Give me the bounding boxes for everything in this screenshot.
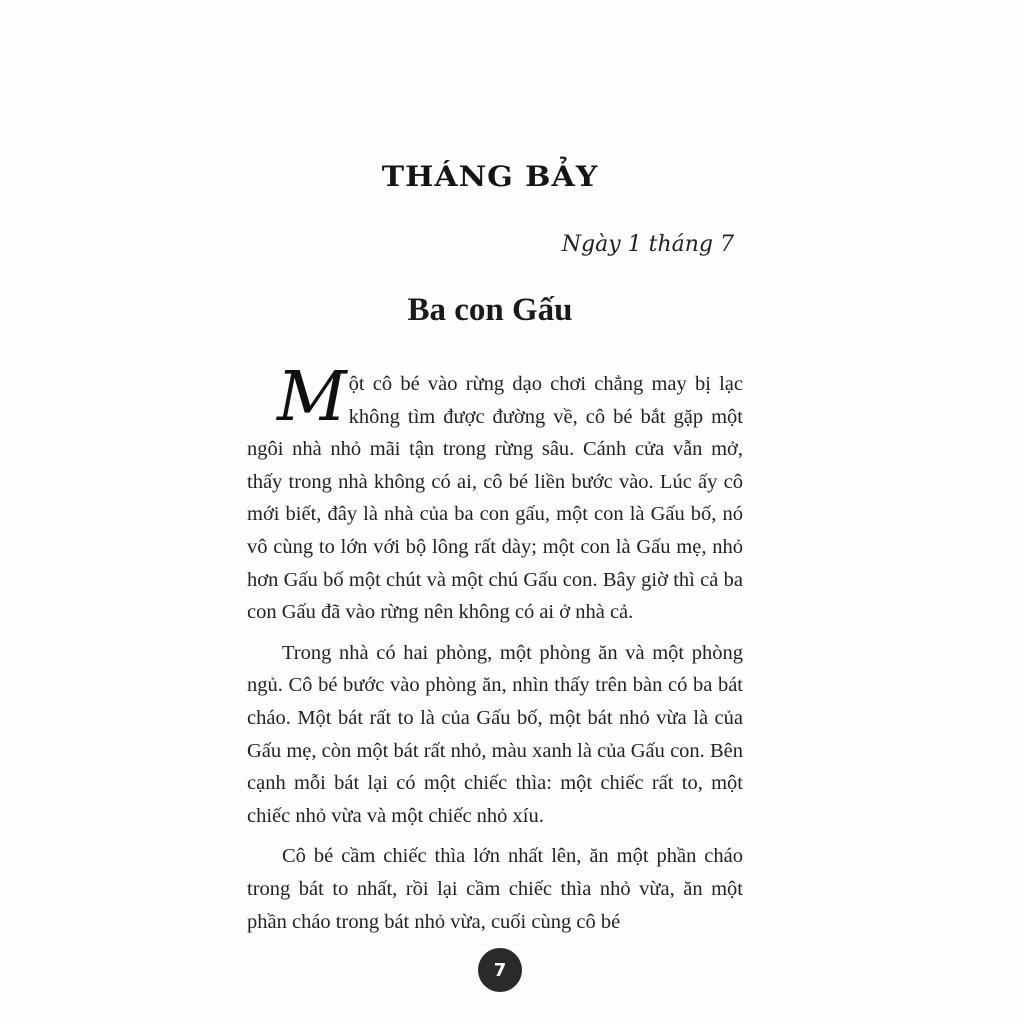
paragraph-1-text: ột cô bé vào rừng dạo chơi chẳng may bị lạc không tìm được đường về, cô bé bắt gặp một ngôi nhà nhỏ mãi tận trong rừng sâu. Cánh cửa vẫn mở, thấy trong nhà không có ai, cô bé liền bước vào. Lúc ấy cô mới biết, đây là nhà của ba con gấu, một con là Gấu bố, nó vô cùng to lớn với bộ lông rất dày; một con là Gấu mẹ, nhỏ hơn Gấu bố một chút và một chú Gấu con. Bây giờ thì cả ba con Gấu đã vào rừng nên không có ai ở nhà cả.: [247, 373, 743, 624]
page-number: 7: [478, 948, 522, 992]
chapter-title: THÁNG BẢY: [381, 161, 599, 194]
drop-cap: M: [277, 358, 347, 437]
date-line: Ngày 1 tháng 7: [561, 232, 734, 257]
paragraph-2: Trong nhà có hai phòng, một phòng ăn và một phòng ngủ. Cô bé bước vào phòng ăn, nhìn thấy trên bàn có ba bát cháo. Một bát rất to là của Gấu bố, một bát nhỏ vừa là của Gấu mẹ, còn một bát rất nhỏ, màu xanh là của Gấu con. Bên cạnh mỗi bát lại có một chiếc thìa: một chiếc rất to, một chiếc nhỏ vừa và một chiếc nhỏ xíu.: [247, 641, 743, 827]
story-body: [247, 358, 743, 938]
story-title: Ba con Gấu: [407, 292, 573, 328]
paragraph-3: Cô bé cầm chiếc thìa lớn nhất lên, ăn một phần cháo trong bát to nhất, rồi lại cầm chiếc thìa nhỏ vừa, ăn một phần cháo trong bát nhỏ vừa, cuối cùng cô bé: [247, 845, 743, 933]
paragraph-1: [247, 358, 743, 629]
